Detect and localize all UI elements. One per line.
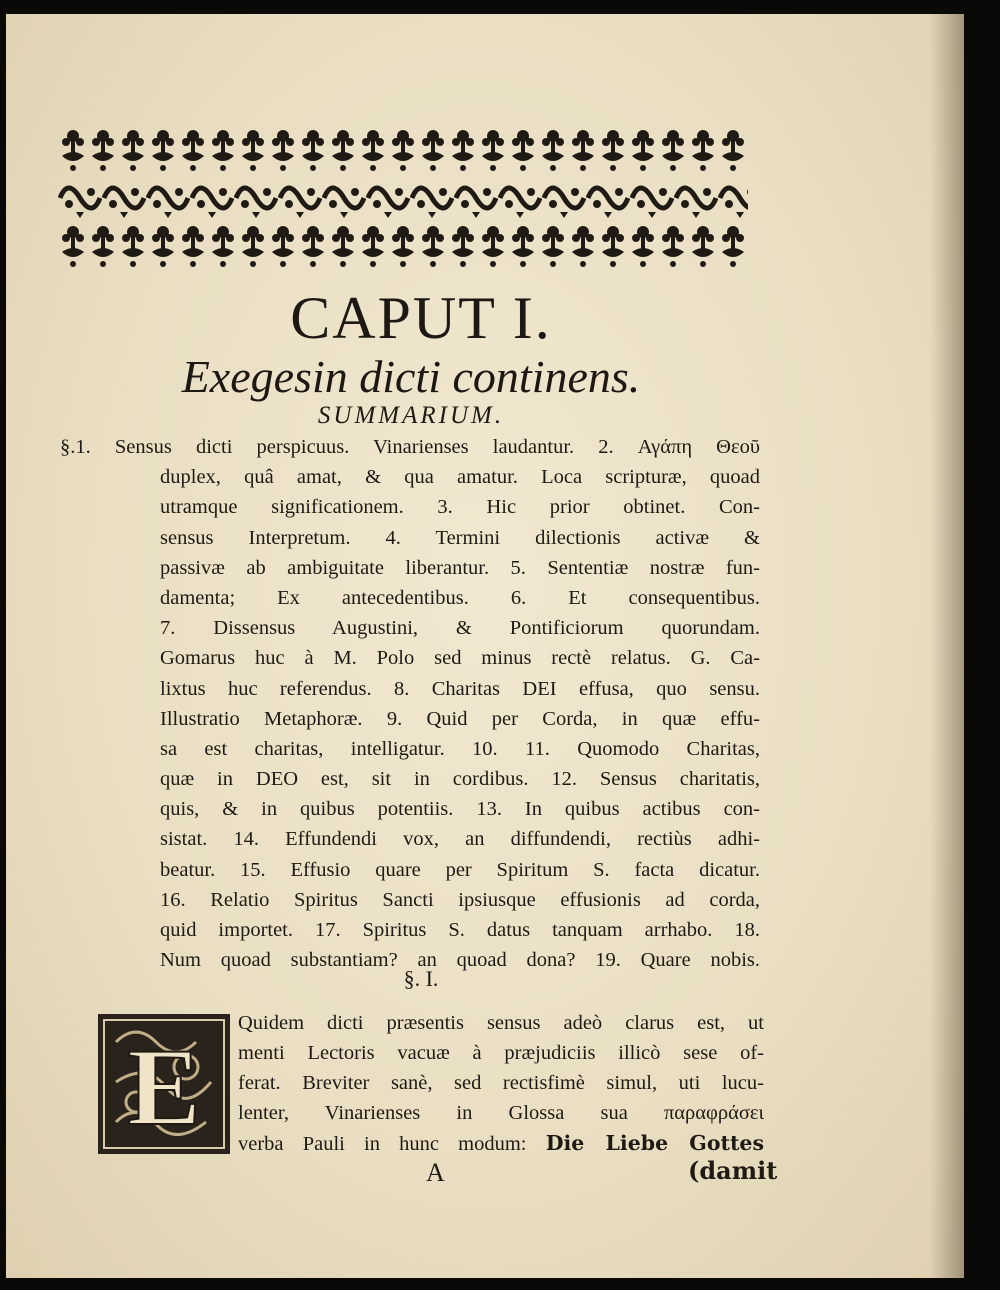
summary-line: sa est charitas, intelligatur. 10. 11. Quomodo Charitas,: [160, 737, 760, 760]
fraktur-phrase: Die Liebe Gottes: [545, 1131, 765, 1155]
signature-mark: A: [426, 1158, 445, 1187]
headpiece-ornament: [58, 126, 748, 272]
body-line: Quidem dicti præsentis sensus adeò clarus est, ut: [238, 1012, 764, 1034]
summary-line: passivæ ab ambiguitate liberantur. 5. Sententiæ nostræ fun-: [160, 556, 760, 579]
catchword: (damit: [688, 1156, 778, 1185]
body-line: lenter, Vinarienses in Glossa sua παραφράσει: [238, 1102, 764, 1124]
summary-line: beatur. 15. Effusio quare per Spiritum S. facta dicatur.: [160, 858, 760, 881]
body-text: [238, 1008, 764, 1158]
book-page: [6, 14, 964, 1278]
summary-line: Num quoad substantiam? an quoad dona? 19. Quare nobis.: [160, 949, 760, 972]
summary-line: quæ in DEO est, sit in cordibus. 12. Sensus charitatis,: [160, 768, 760, 791]
summary-line: sistat. 14. Effundendi vox, an diffundendi, rectiùs adhi-: [160, 828, 760, 851]
summary-line: Gomarus huc à M. Polo sed minus rectè relatus. G. Ca-: [160, 647, 760, 670]
summary-line: lixtus huc referendus. 8. Charitas DEI effusa, quo sensu.: [160, 677, 760, 700]
summary-line: duplex, quâ amat, & qua amatur. Loca scripturæ, quoad: [160, 466, 760, 489]
chapter-title: CAPUT I.: [290, 285, 552, 351]
summary-line: 16. Relatio Spiritus Sancti ipsiusque effusionis ad corda,: [160, 888, 760, 911]
summary-line: utramque significationem. 3. Hic prior obtinet. Con-: [160, 496, 760, 519]
summary-line: 7. Dissensus Augustini, & Pontificiorum quorundam.: [160, 617, 760, 640]
body-line: menti Lectoris vacuæ à præjudiciis illicò sese of-: [238, 1042, 764, 1064]
decorated-initial: [96, 1012, 232, 1156]
drop-cap-letter: E: [127, 1026, 201, 1148]
summary-block: [60, 432, 760, 975]
summary-heading: SUMMARIUM.: [317, 402, 505, 429]
body-line-text: verba Pauli in hunc modum:: [238, 1133, 527, 1155]
chapter-subtitle: Exegesin dicti continens.: [181, 351, 641, 402]
summary-line: Illustratio Metaphoræ. 9. Quid per Corda, in quæ effu-: [160, 707, 760, 730]
summary-line: quid importet. 17. Spiritus S. datus tanquam arrhabo. 18.: [160, 919, 760, 941]
body-line: ferat. Breviter sanè, sed rectisfimè simul, uti lucu-: [238, 1072, 764, 1094]
summary-line: quis, & in quibus potentiis. 13. In quibus actibus con-: [160, 798, 760, 821]
body-line-last: [238, 1128, 764, 1158]
summary-line: damenta; Ex antecedentibus. 6. Et consequentibus.: [160, 586, 760, 609]
page-edge-shadow: [930, 14, 964, 1278]
summary-line: sensus Interpretum. 4. Termini dilectionis activæ &: [160, 526, 760, 549]
summary-line: §.1. Sensus dicti perspicuus. Vinarienses laudantur. 2. Αγάπη Θεοῦ: [60, 436, 760, 458]
section-mark: §. I.: [403, 966, 439, 991]
